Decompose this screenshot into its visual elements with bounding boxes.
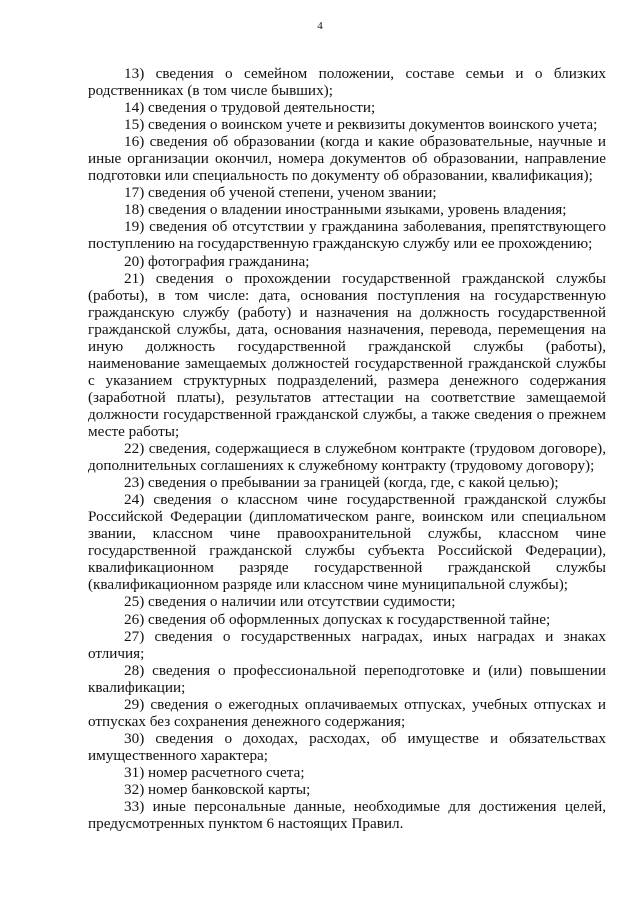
list-item-15: 15) сведения о воинском учете и реквизиты документов воинского учета; xyxy=(124,116,598,134)
list-item-31: 31) номер расчетного счета; xyxy=(124,763,305,781)
list-item-33: 33) иные персональные данные, необходимые для достижения целей, предусмотренных пунктом 6 настоящих Правил. xyxy=(88,798,606,833)
list-item-14: 14) сведения о трудовой деятельности; xyxy=(124,99,376,117)
list-item-19: 19) сведения об отсутствии у гражданина заболевания, препятствующего поступлению на государственную гражданскую службу или ее прохождению; xyxy=(88,218,606,253)
list-item-18: 18) сведения о владении иностранными языками, уровень владения; xyxy=(124,201,567,219)
list-item-32: 32) номер банковской карты; xyxy=(124,780,311,798)
list-item-26: 26) сведения об оформленных допусках к государственной тайне; xyxy=(124,610,551,628)
list-item-29: 29) сведения о ежегодных оплачиваемых отпусках, учебных отпусках и отпусках без сохранения денежного содержания; xyxy=(88,695,606,730)
list-item-22: 22) сведения, содержащиеся в служебном контракте (трудовом договоре), дополнительных соглашениях к служебному контракту (трудовому договору); xyxy=(88,440,606,475)
list-item-25: 25) сведения о наличии или отсутствии судимости; xyxy=(124,593,456,611)
list-item-17: 17) сведения об ученой степени, ученом звании; xyxy=(124,184,437,202)
list-item-21: 21) сведения о прохождении государственной гражданской службы (работы), в том числе: дата, основания поступления на государственную гражданскую службу (работу) и назначения на должность государственной гражданской службы, дата, основания назначения, перевода, перемещения на иную должность государственной гражданской службы (работы), наименование замещаемых должностей государственной гражданской службы с указанием структурных подразделений, размера денежного содержания (заработной платы), результатов аттестации на соответствие замещаемой должности государственной гражданской службы, а также сведения о прежнем месте работы; xyxy=(88,269,606,440)
list-item-16: 16) сведения об образовании (когда и какие образовательные, научные и иные организации окончил, номера документов об образовании, направление подготовки или специальность по документу об образовании, квалификация); xyxy=(88,133,606,185)
list-item-20: 20) фотография гражданина; xyxy=(124,252,310,270)
page-number: 4 xyxy=(317,20,323,32)
list-item-28: 28) сведения о профессиональной переподготовке и (или) повышении квалификации; xyxy=(88,661,606,696)
list-item-27: 27) сведения о государственных наградах, иных наградах и знаках отличия; xyxy=(88,627,606,662)
document-body xyxy=(88,65,606,832)
list-item-13: 13) сведения о семейном положении, составе семьи и о близких родственниках (в том числе бывших); xyxy=(88,65,606,100)
list-item-23: 23) сведения о пребывании за границей (когда, где, с какой целью); xyxy=(124,474,559,492)
list-item-24: 24) сведения о классном чине государственной гражданской службы Российской Федерации (дипломатическом ранге, воинском или специальном звании, классном чине правоохранительной службы, классном чине государственной гражданской службы субъекта Российской Федерации), квалификационном разряде государственной гражданской службы (квалификационном разряде или классном чине муниципальной службы); xyxy=(88,491,606,594)
list-item-30: 30) сведения о доходах, расходах, об имуществе и обязательствах имущественного характера; xyxy=(88,729,606,764)
